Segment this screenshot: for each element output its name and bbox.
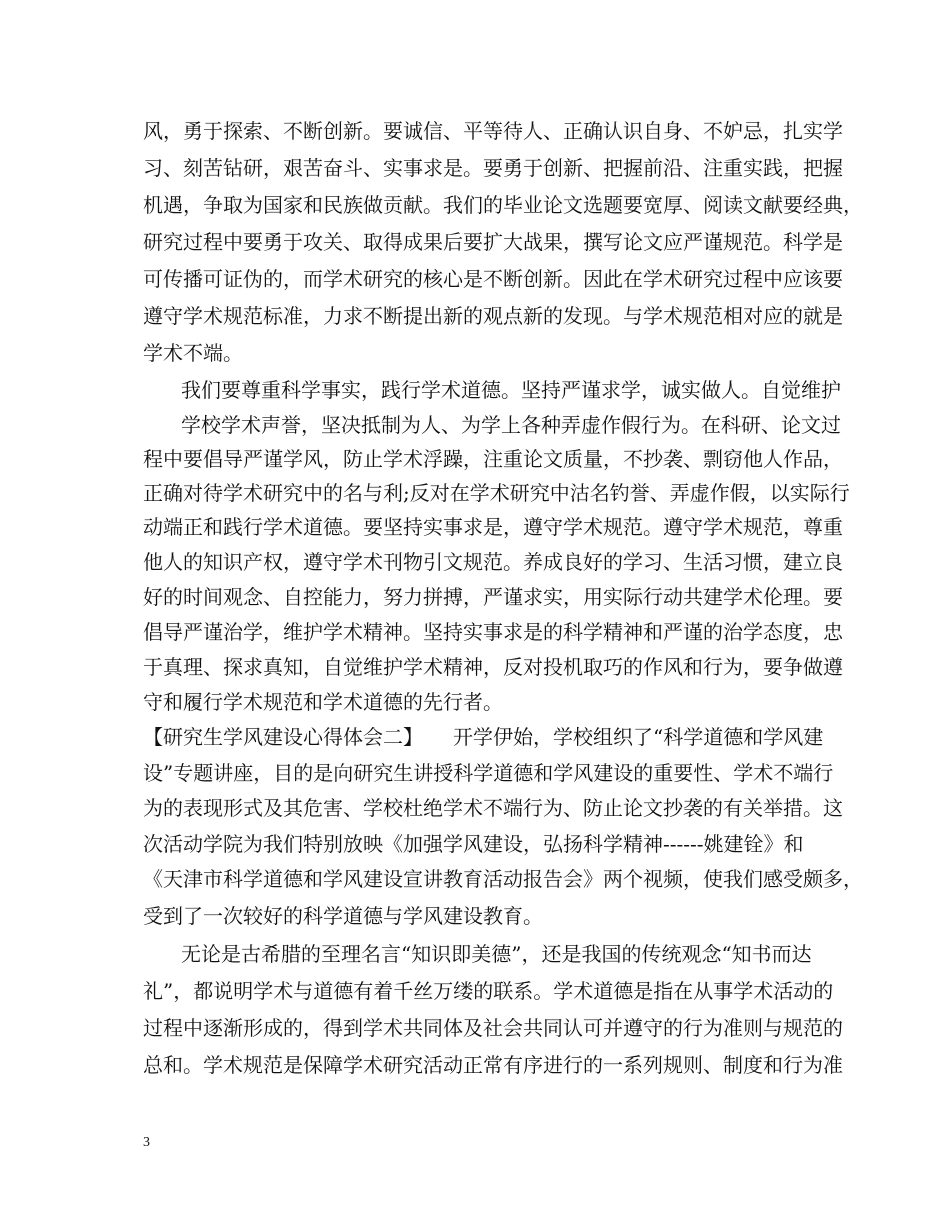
- text-line: 为的表现形式及其危害、学校杜绝学术不端行为、防止论文抄袭的有关举措。这: [143, 796, 843, 820]
- text-line: 次活动学院为我们特别放映《加强学风建设，弘扬科学精神------姚建铨》和: [143, 832, 804, 856]
- text-line: 学校学术声誉，坚决抵制为人、为学上各种弄虚作假行为。在科研、论文过: [181, 413, 841, 437]
- text-line: 习、刻苦钻研，艰苦奋斗、实事求是。要勇于创新、把握前沿、注重实践，把握: [143, 156, 843, 180]
- text-line: 守和履行学术规范和学术道德的先行者。: [143, 690, 503, 714]
- page-number: 3: [143, 1135, 150, 1150]
- text-line: 机遇，争取为国家和民族做贡献。我们的毕业论文选题要宽厚、阅读文献要经典，: [143, 193, 863, 217]
- text-line: 受到了一次较好的科学道德与学风建设教育。: [143, 904, 543, 928]
- section-heading-line: 【研究生学风建设心得体会二】 开学伊始，学校组织了“科学道德和学风建: [143, 725, 824, 749]
- text-line: 遵守学术规范标准，力求不断提出新的观点新的发现。与学术规范相对应的就是: [143, 304, 843, 328]
- text-line: 学术不端。: [143, 341, 243, 365]
- text-line: 《天津市科学道德和学风建设宣讲教育活动报告会》两个视频，使我们感受颇多，: [143, 867, 863, 891]
- text-line: 总和。学术规范是保障学术研究活动正常有序进行的一系列规则、制度和行为准: [143, 1053, 843, 1077]
- text-line: 倡导严谨治学，维护学术精神。坚持实事求是的科学精神和严谨的治学态度，忠: [143, 620, 843, 644]
- text-line: 于真理、探求真知，自觉维护学术精神，反对投机取巧的作风和行为，要争做遵: [143, 655, 843, 679]
- text-line: 他人的知识产权，遵守学术刊物引文规范。养成良好的学习、生活习惯，建立良: [143, 550, 843, 574]
- text-line: 礼”，都说明学术与道德有着千丝万缕的联系。学术道德是指在从事学术活动的: [143, 979, 834, 1003]
- text-line: 正确对待学术研究中的名与利;反对在学术研究中沽名钓誉、弄虚作假，以实际行: [143, 481, 850, 505]
- text-line: 好的时间观念、自控能力，努力拼搏，严谨求实，用实际行动共建学术伦理。要: [143, 585, 843, 609]
- paragraph-first-line: 我们要尊重科学事实，践行学术道德。坚持严谨求学，诚实做人。自觉维护: [181, 378, 841, 402]
- text-line: 过程中逐渐形成的，得到学术共同体及社会共同认可并遵守的行为准则与规范的: [143, 1016, 843, 1040]
- text-line: 可传播可证伪的，而学术研究的核心是不断创新。因此在学术研究过程中应该要: [143, 267, 843, 291]
- text-line: 动端正和践行学术道德。要坚持实事求是，遵守学术规范。遵守学术规范，尊重: [143, 515, 843, 539]
- text-line: 程中要倡导严谨学风，防止学术浮躁，注重论文质量，不抄袭、剽窃他人作品，: [143, 447, 843, 471]
- text-line: 研究过程中要勇于攻关、取得成果后要扩大战果，撰写论文应严谨规范。科学是: [143, 230, 843, 254]
- text-line: 风，勇于探索、不断创新。要诚信、平等待人、正确认识自身、不妒忌，扎实学: [143, 119, 843, 143]
- paragraph-first-line: 无论是古希腊的至理名言“知识即美德”，还是我国的传统观念“知书而达: [181, 942, 812, 966]
- text-line: 设”专题讲座，目的是向研究生讲授科学道德和学风建设的重要性、学术不端行: [143, 761, 834, 785]
